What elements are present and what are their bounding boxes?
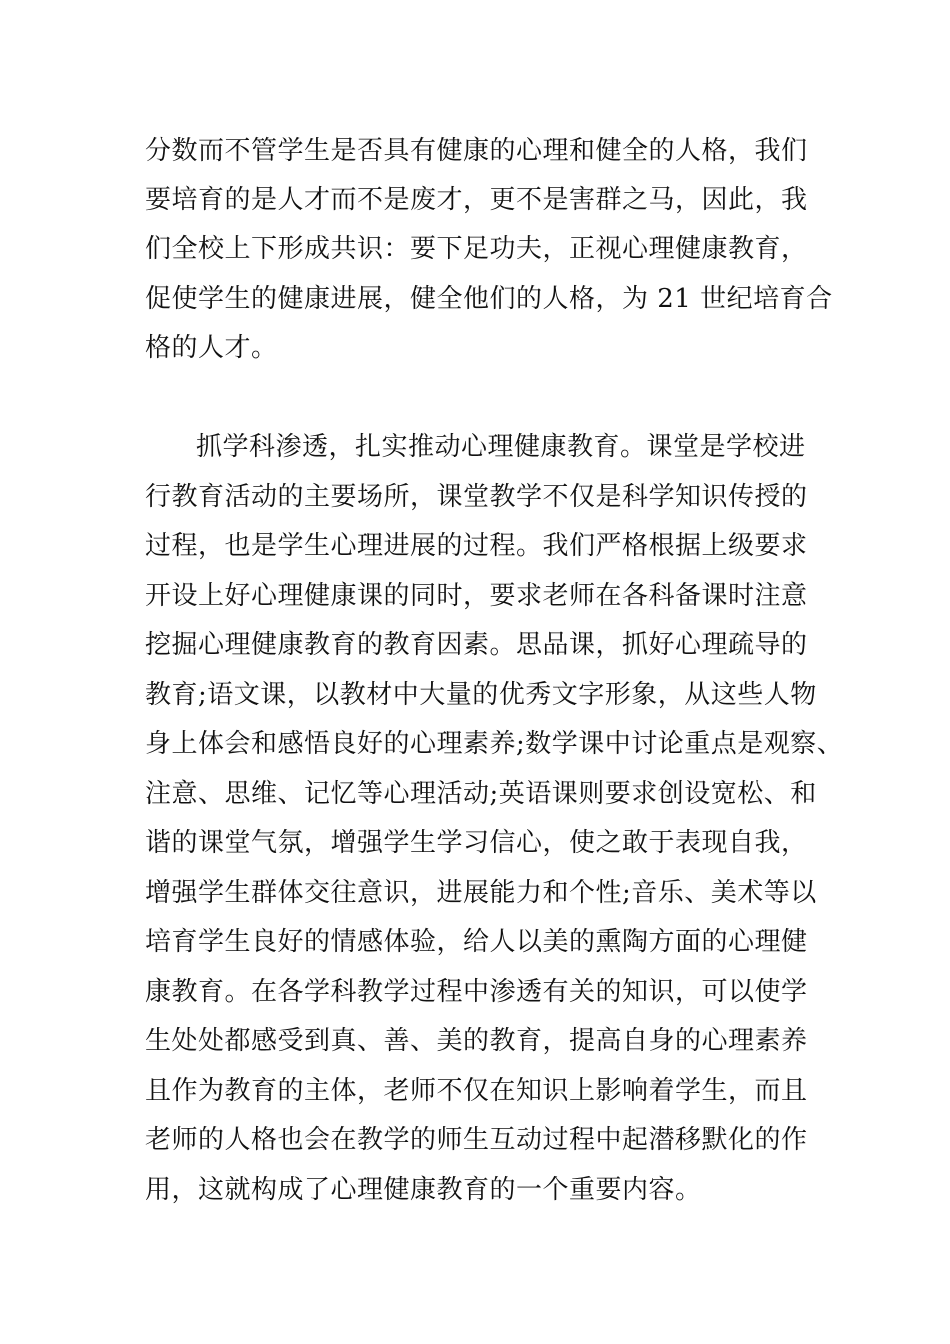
paragraph-2-line: 身上体会和感悟良好的心理素养;数学课中讨论重点是观察、 xyxy=(145,729,844,759)
paragraph-1-line: 促使学生的健康进展，健全他们的人格，为 21 世纪培育合 xyxy=(145,284,833,314)
paragraph-1-line: 分数而不管学生是否具有健康的心理和健全的人格，我们 xyxy=(145,136,808,166)
paragraph-2-line: 谐的课堂气氛，增强学生学习信心，使之敢于表现自我， xyxy=(145,828,808,858)
paragraph-1-line: 们全校上下形成共识：要下足功夫，正视心理健康教育， xyxy=(145,234,808,264)
paragraph-2-line: 生处处都感受到真、善、美的教育，提高自身的心理素养 xyxy=(145,1026,808,1056)
paragraph-2-line: 教育;语文课，以教材中大量的优秀文字形象，从这些人物 xyxy=(145,680,817,710)
paragraph-1-line: 格的人才。 xyxy=(145,333,278,363)
paragraph-2-line: 增强学生群体交往意识，进展能力和个性;音乐、美术等以 xyxy=(145,878,817,908)
paragraph-2-line: 过程，也是学生心理进展的过程。我们严格根据上级要求 xyxy=(145,531,808,561)
paragraph-1-line: 要培育的是人才而不是废才，更不是害群之马，因此，我 xyxy=(145,185,808,215)
paragraph-2-line: 康教育。在各学科教学过程中渗透有关的知识，可以使学 xyxy=(145,977,808,1007)
paragraph-2-line: 老师的人格也会在教学的师生互动过程中起潜移默化的作 xyxy=(145,1125,808,1155)
paragraph-2-line: 注意、思维、记忆等心理活动;英语课则要求创设宽松、和 xyxy=(145,779,817,809)
paragraph-2-line: 用，这就构成了心理健康教育的一个重要内容。 xyxy=(145,1175,702,1205)
paragraph-2-line: 行教育活动的主要场所，课堂教学不仅是科学知识传授的 xyxy=(145,482,808,512)
paragraph-2-line: 抓学科渗透，扎实推动心理健康教育。课堂是学校进 xyxy=(196,432,806,462)
paragraph-2-line: 开设上好心理健康课的同时，要求老师在各科备课时注意 xyxy=(145,581,808,611)
paragraph-2-line: 培育学生良好的情感体验，给人以美的熏陶方面的心理健 xyxy=(145,927,808,957)
paragraph-2-line: 且作为教育的主体，老师不仅在知识上影响着学生，而且 xyxy=(145,1076,808,1106)
paragraph-2-line: 挖掘心理健康教育的教育因素。思品课，抓好心理疏导的 xyxy=(145,630,808,660)
